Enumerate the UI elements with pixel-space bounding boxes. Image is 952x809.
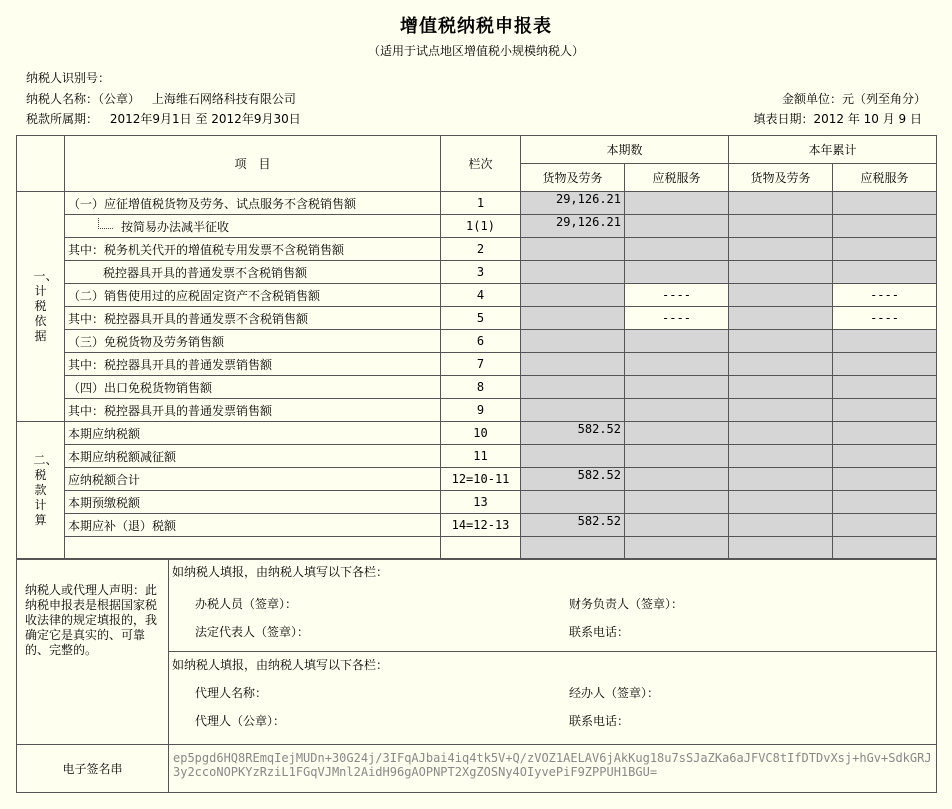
row-service-ytd[interactable] [833,537,937,560]
row-column: 12=10-11 [441,468,521,491]
declaration-cell [17,559,169,745]
row-goods-current[interactable]: 582.52 [521,514,625,537]
row-goods-current[interactable]: 29,126.21 [521,192,625,215]
row-service-ytd[interactable] [833,192,937,215]
row-service-ytd[interactable] [833,491,937,514]
taxpayer-fill-heading: 如纳税人填报，由纳税人填写以下各栏： [172,565,389,579]
operator-signature-field[interactable]: 经办人（签章）： [569,686,660,700]
row-service-current: ---- [625,284,729,307]
row-column: 7 [441,353,521,376]
row-goods-current[interactable] [521,376,625,399]
row-service-current[interactable] [625,537,729,560]
row-label: 应纳税额合计 [65,468,441,491]
table-row [17,514,937,537]
table-row [17,238,937,261]
table-row [17,192,937,215]
row-column: 14=12-13 [441,514,521,537]
row-goods-current[interactable] [521,353,625,376]
fill-date: 填表日期：2012 年 10 月 9 日 [753,112,922,126]
table-row [17,330,937,353]
declaration-table [16,558,937,793]
row-goods-ytd[interactable] [729,399,833,422]
row-goods-ytd[interactable] [729,261,833,284]
tax-return-table [16,135,937,560]
taxpayer-name: 上海维石网络科技有限公司 [151,92,296,106]
row-goods-current[interactable]: 582.52 [521,468,625,491]
row-service-current[interactable] [625,353,729,376]
row-label: 本期应纳税额减征额 [65,445,441,468]
row-label: 本期预缴税额 [65,491,441,514]
taxpayer-name-label: 纳税人名称：（公章） [26,92,141,106]
table-row-empty [17,537,937,560]
row-service-ytd: ---- [833,307,937,330]
row-label: 其中：税控器具开具的普通发票销售额 [65,399,441,422]
row-service-current[interactable] [625,491,729,514]
row-goods-ytd[interactable] [729,491,833,514]
handler-signature-field[interactable]: 办税人员（签章）： [195,597,298,611]
row-goods-ytd[interactable] [729,353,833,376]
row-label: 其中：税务机关代开的增值税专用发票不含税销售额 [65,238,441,261]
row-label: 按简易办法减半征收 [65,215,441,238]
declaration-text: 纳税人或代理人声明：此纳税申报表是根据国家税收法律的规定填报的，我确定它是真实的、可靠的、完整的。 [25,583,158,657]
row-column: 11 [441,445,521,468]
row-label: （四）出口免税货物销售额 [65,376,441,399]
row-column: 10 [441,422,521,445]
row-goods-current[interactable]: 29,126.21 [521,215,625,238]
row-goods-ytd[interactable] [729,284,833,307]
row-column: 9 [441,399,521,422]
row-goods-current[interactable] [521,238,625,261]
row-label: 本期应纳税额 [65,422,441,445]
agent-seal-field[interactable]: 代理人（公章）： [195,714,286,728]
row-label [65,537,441,560]
tax-period-value: 2012年9月1日 至 2012年9月30日 [109,112,301,126]
row-column: 5 [441,307,521,330]
row-goods-ytd[interactable] [729,238,833,261]
row-label: 其中：税控器具开具的普通发票不含税销售额 [65,307,441,330]
row-goods-ytd[interactable] [729,537,833,560]
row-column: 2 [441,238,521,261]
row-goods-current[interactable] [521,261,625,284]
taxpayer-id-label: 纳税人识别号： [26,71,111,85]
row-service-ytd[interactable] [833,422,937,445]
row-service-current[interactable] [625,514,729,537]
row-goods-ytd[interactable] [729,514,833,537]
row-column: 3 [441,261,521,284]
row-service-current[interactable] [625,445,729,468]
row-label: （一）应征增值税货物及劳务、试点服务不含税销售额 [65,192,441,215]
row-label: 其中：税控器具开具的普通发票销售额 [65,353,441,376]
row-service-ytd[interactable] [833,468,937,491]
row-column: 6 [441,330,521,353]
row-column: 13 [441,491,521,514]
row-service-ytd[interactable] [833,353,937,376]
section-tax-basis: 一、计税依据 [17,192,65,422]
row-service-ytd[interactable] [833,261,937,284]
row-goods-ytd[interactable] [729,330,833,353]
row-service-ytd[interactable] [833,215,937,238]
table-row [17,468,937,491]
row-goods-current[interactable] [521,537,625,560]
header-item: 项 目 [65,136,441,192]
row-service-current[interactable] [625,261,729,284]
agent-phone-field[interactable]: 联系电话： [569,714,630,728]
header-ytd-service: 应税服务 [833,164,937,192]
row-label: 本期应补（退）税额 [65,514,441,537]
row-goods-current[interactable] [521,399,625,422]
table-row [17,491,937,514]
row-goods-ytd[interactable] [729,307,833,330]
row-service-current[interactable] [625,399,729,422]
form-title: 增值税纳税申报表 [400,16,552,37]
table-row [17,376,937,399]
amount-unit: 金额单位：元（列至角分） [781,92,926,106]
row-service-current[interactable] [625,330,729,353]
table-row [17,422,937,445]
row-goods-current[interactable]: 582.52 [521,422,625,445]
agent-fill-block [169,652,937,745]
tax-period-label: 税款所属期： [26,112,99,126]
tax-period-row [26,110,301,127]
row-service-ytd[interactable] [833,399,937,422]
row-service-ytd: ---- [833,284,937,307]
table-row [17,284,937,307]
row-goods-ytd[interactable] [729,192,833,215]
row-service-current[interactable] [625,192,729,215]
row-service-current[interactable] [625,468,729,491]
row-service-ytd[interactable] [833,445,937,468]
table-row [17,399,937,422]
row-label: （二）销售使用过的应税固定资产不含税销售额 [65,284,441,307]
header-column: 栏次 [441,136,521,192]
section-tax-calculation: 二、税款计算 [17,422,65,560]
form-subtitle: （适用于试点地区增值税小规模纳税人） [367,44,584,58]
corner-cell [17,136,65,192]
taxpayer-name-row [26,90,296,107]
e-signature-label: 电子签名串 [17,745,169,793]
row-service-current[interactable] [625,422,729,445]
row-goods-ytd[interactable] [729,445,833,468]
legal-rep-signature-field[interactable]: 法定代表人（签章）： [195,625,310,639]
finance-signature-field[interactable]: 财务负责人（签章）： [569,597,684,611]
row-service-ytd[interactable] [833,376,937,399]
agent-name-field[interactable]: 代理人名称： [195,686,268,700]
table-row [17,215,937,238]
row-goods-current[interactable] [521,284,625,307]
row-service-ytd[interactable] [833,330,937,353]
row-service-ytd[interactable] [833,238,937,261]
table-row [17,307,937,330]
row-goods-ytd[interactable] [729,422,833,445]
row-goods-current[interactable] [521,307,625,330]
row-service-current[interactable] [625,376,729,399]
row-goods-current[interactable] [521,330,625,353]
row-column: 1(1) [441,215,521,238]
header-current-period: 本期数 [521,136,729,164]
row-column [441,537,521,560]
row-column: 8 [441,376,521,399]
row-service-current[interactable] [625,215,729,238]
row-service-current[interactable] [625,238,729,261]
row-column: 1 [441,192,521,215]
row-label: 税控器具开具的普通发票不含税销售额 [65,261,441,284]
taxpayer-fill-block [169,559,937,652]
header-current-service: 应税服务 [625,164,729,192]
row-service-ytd[interactable] [833,514,937,537]
taxpayer-phone-field[interactable]: 联系电话： [569,625,630,639]
row-goods-ytd[interactable] [729,215,833,238]
e-signature-string: ep5pgd6HQ8REmqIejMUDn+30G24j/3IFqAJbai4iq4tk5V+Q/zVOZ1AELAV6jAkKug18u7sSJaZKa6aJFVC8tIfDTDvXsj+hGv+SdkGRJ3y2ccoNOPKYzRziL1FGqVJMnl2AidH96gAOPNPT2XgZOSNy4OIyvePiF9ZPPUH1BGU= [169,745,937,793]
tree-connector-icon [98,218,113,229]
agent-fill-heading: 如纳税人填报，由纳税人填写以下各栏： [172,658,389,672]
row-goods-current[interactable] [521,445,625,468]
row-goods-ytd[interactable] [729,468,833,491]
table-row [17,353,937,376]
table-row [17,445,937,468]
table-row [17,261,937,284]
row-label: （三）免税货物及劳务销售额 [65,330,441,353]
header-year-to-date: 本年累计 [729,136,937,164]
row-goods-ytd[interactable] [729,376,833,399]
header-ytd-goods: 货物及劳务 [729,164,833,192]
row-goods-current[interactable] [521,491,625,514]
row-service-current: ---- [625,307,729,330]
row-column: 4 [441,284,521,307]
header-current-goods: 货物及劳务 [521,164,625,192]
